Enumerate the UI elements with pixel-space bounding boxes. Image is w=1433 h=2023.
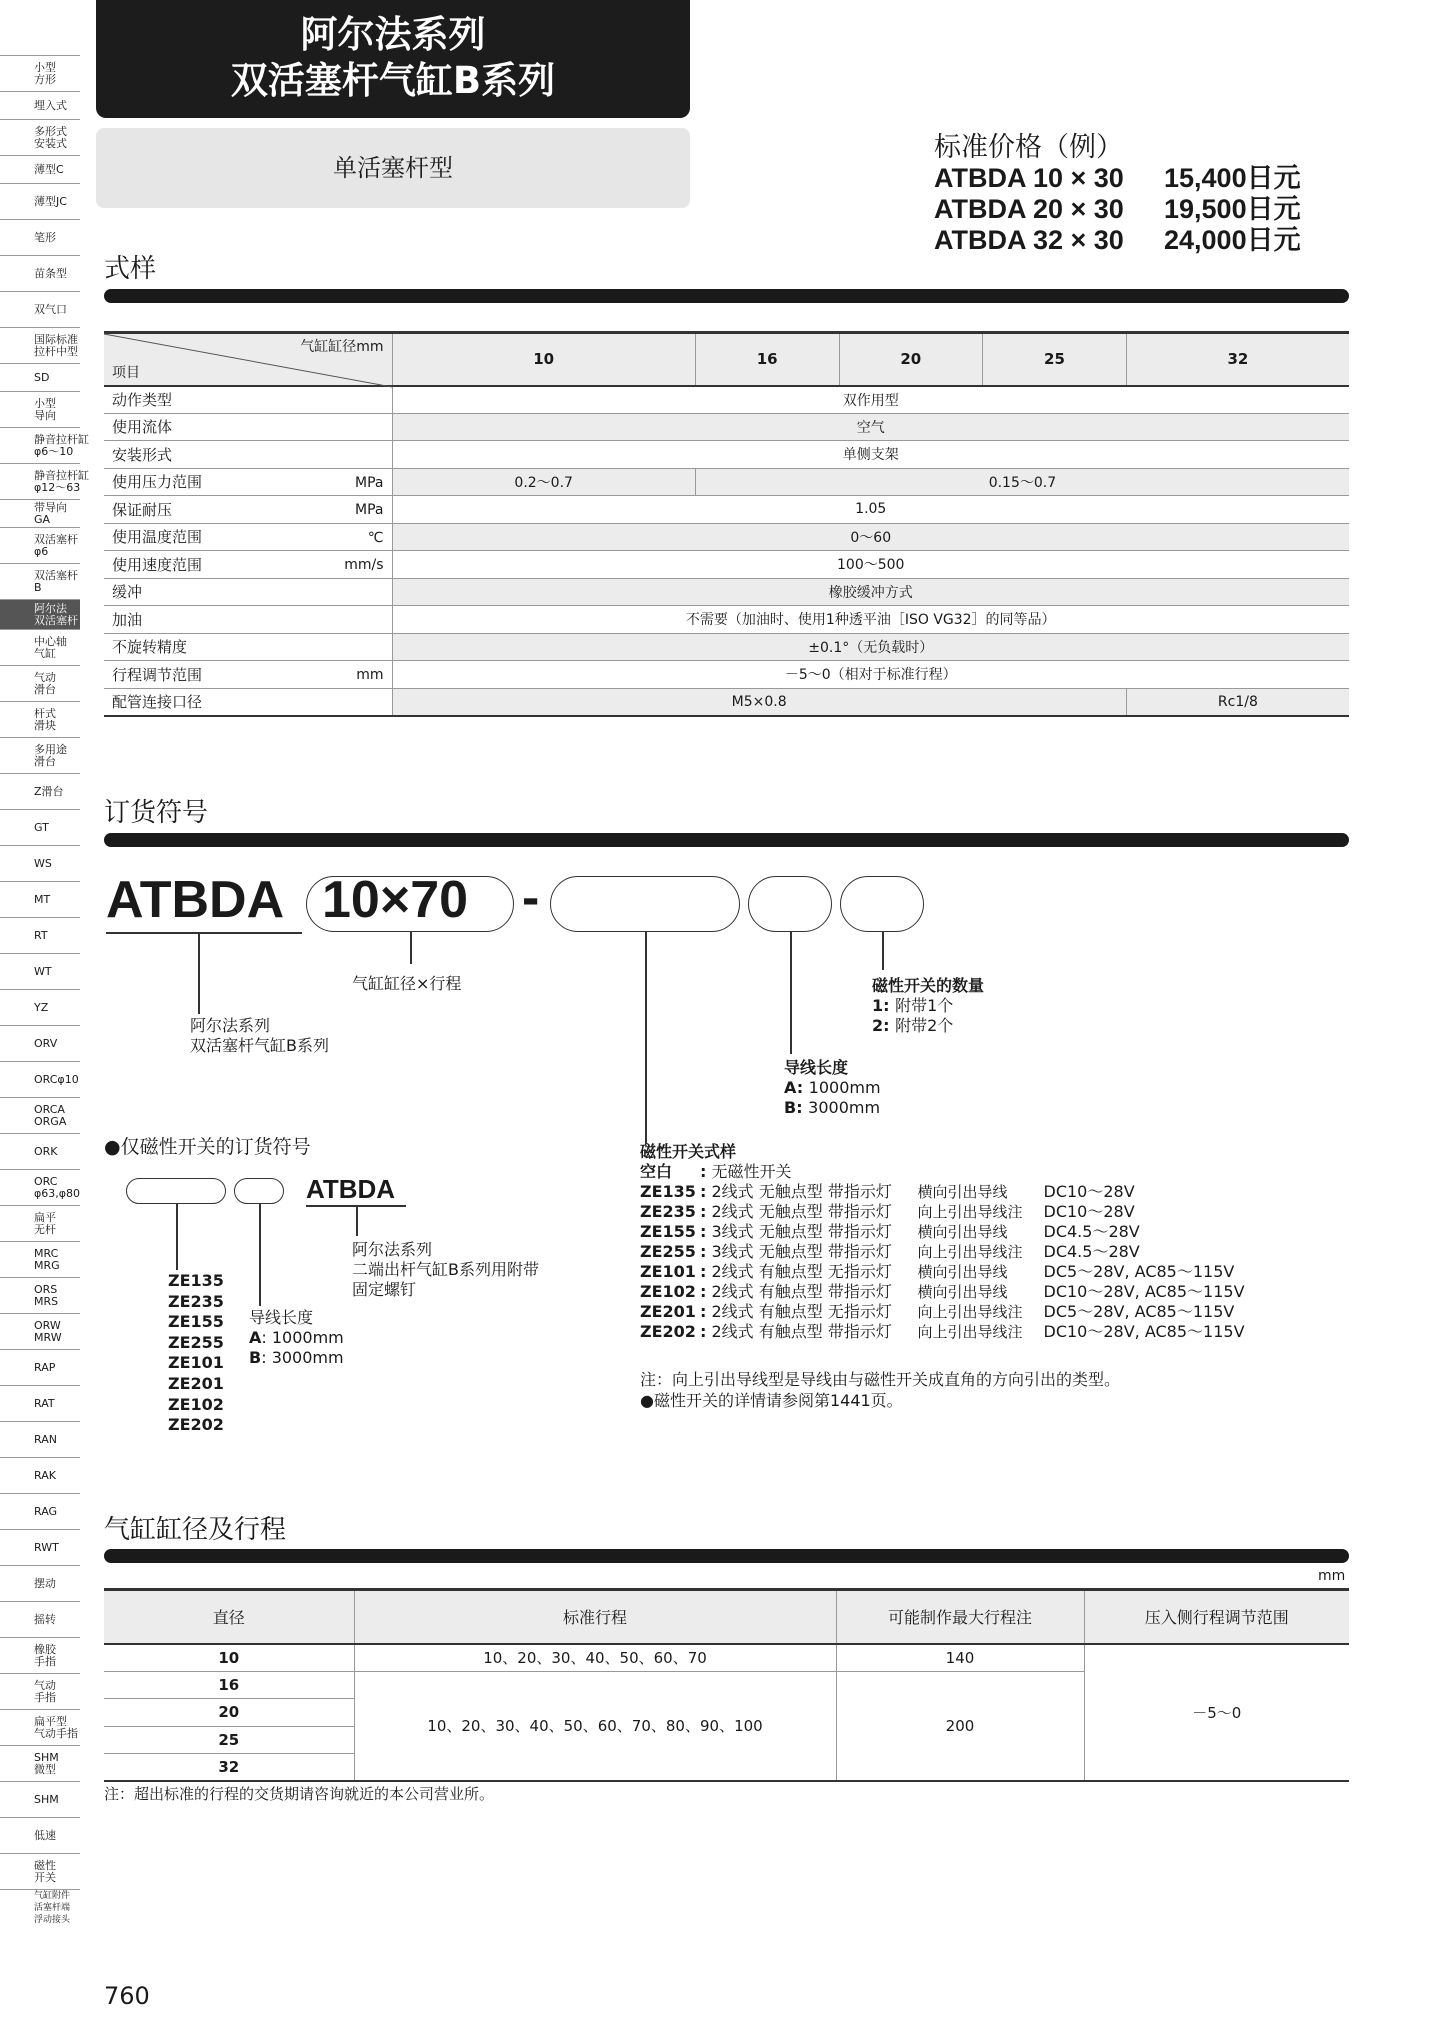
sidebar-item[interactable]: 扁平型 气动手指 (0, 1709, 80, 1745)
sidebar-item[interactable]: MT (0, 881, 80, 917)
sidebar-item[interactable]: 苗条型 (0, 255, 80, 291)
spec-value: 双作用型 (392, 386, 1349, 414)
sidebar-item[interactable]: 薄型JC (0, 183, 80, 219)
bore-standard-stroke: 10、20、30、40、50、60、70 (354, 1644, 836, 1672)
bore-diameter: 25 (104, 1726, 354, 1754)
section-bar (104, 1549, 1349, 1563)
sidebar-item[interactable]: WT (0, 953, 80, 989)
spec-value: 0.2～0.7 (392, 468, 695, 496)
spec-row-label: 行程调节范围 mm (104, 661, 392, 689)
sidebar-item[interactable]: SHM (0, 1781, 80, 1817)
order-section-title: 订货符号 (104, 798, 209, 828)
sidebar-item[interactable]: SD (0, 363, 80, 391)
order-dash: - (522, 869, 540, 927)
spec-row-label: 加油 (104, 606, 392, 634)
switch-only-title: ●仅磁性开关的订货符号 (104, 1136, 311, 1158)
sidebar-item[interactable]: 双活塞杆 φ6 (0, 527, 80, 563)
sidebar-item[interactable]: YZ (0, 989, 80, 1025)
spec-row-label: 使用温度范围 ℃ (104, 523, 392, 551)
bore-diameter: 16 (104, 1671, 354, 1699)
spec-row-label: 不旋转精度 (104, 633, 392, 661)
bore-max-stroke: 140 (836, 1644, 1084, 1672)
lead-length-legend: 导线长度 A: 1000mm B: 3000mm (784, 1058, 881, 1117)
spec-value: M5×0.8 (392, 688, 1126, 716)
spec-section-title: 式样 (104, 254, 157, 284)
spec-value: Rc1/8 (1126, 688, 1349, 716)
price-box (934, 132, 1334, 256)
sidebar-item[interactable]: RAK (0, 1457, 80, 1493)
switch-qty-slot (840, 876, 924, 932)
order-size-code: 10×70 (322, 871, 469, 929)
sidebar-item[interactable]: 双活塞杆 B (0, 563, 80, 599)
sidebar-item[interactable]: RT (0, 917, 80, 953)
sidebar-item[interactable]: MRC MRG (0, 1241, 80, 1277)
bore-stroke-table (104, 1588, 1349, 1782)
sidebar-item[interactable]: ORCφ10 (0, 1061, 80, 1097)
bore-header: 20 (839, 333, 983, 386)
sidebar-item[interactable]: 杆式 滑块 (0, 701, 80, 737)
sidebar-item[interactable]: RAG (0, 1493, 80, 1529)
spec-row-label: 缓冲 (104, 578, 392, 606)
bore-table-header: 可能制作最大行程注 (836, 1590, 1084, 1644)
switch-type-slot (550, 876, 740, 932)
sidebar-item[interactable]: ORC φ63,φ80 (0, 1169, 80, 1205)
spec-value: 0～60 (392, 523, 1349, 551)
sidebar (0, 55, 89, 1925)
spec-value: 不需要（加油时、使用1种透平油［ISO VG32］的同等品） (392, 606, 1349, 634)
bore-diameter: 32 (104, 1754, 354, 1782)
spec-row-label: 安装形式 (104, 441, 392, 469)
sidebar-item[interactable]: RAN (0, 1421, 80, 1457)
bore-note: 注：超出标准的行程的交货期请咨询就近的本公司营业所。 (104, 1785, 495, 1803)
spec-row-label: 使用压力范围 MPa (104, 468, 392, 496)
spec-value: 100～500 (392, 551, 1349, 579)
spec-row-label: 使用速度范围 mm/s (104, 551, 392, 579)
bore-adjust-range: －5～0 (1084, 1644, 1349, 1782)
switch-lead-slot (234, 1178, 284, 1204)
spec-value: 单侧支架 (392, 441, 1349, 469)
spec-row-label: 保证耐压 MPa (104, 496, 392, 524)
sidebar-item[interactable]: 薄型C (0, 155, 80, 183)
sidebar-item[interactable]: SHM 微型 (0, 1745, 80, 1781)
bore-diameter: 20 (104, 1699, 354, 1727)
price-row: ATBDA 32 × 30 24,000日元 (934, 225, 1301, 255)
sidebar-item[interactable]: 静音拉杆缸 φ12～63 (0, 463, 80, 499)
switch-only-desc: 阿尔法系列 二端出杆气缸B系列用附带 固定螺钉 (352, 1240, 539, 1299)
sidebar-item[interactable]: 气缸附件 活塞杆端 浮动接头 (0, 1889, 80, 1925)
sidebar-item[interactable]: 气动 手指 (0, 1673, 80, 1709)
sidebar-item[interactable]: 静音拉杆缸 φ6～10 (0, 427, 80, 463)
sidebar-item[interactable]: 多形式 安装式 (0, 119, 80, 155)
switch-code-slot (126, 1178, 226, 1204)
price-row: ATBDA 20 × 30 19,500日元 (934, 194, 1301, 224)
series-title: 阿尔法系列 (300, 13, 486, 56)
size-label: 气缸缸径×行程 (352, 974, 462, 993)
spec-value: 橡胶缓冲方式 (392, 578, 1349, 606)
spec-value: 1.05 (392, 496, 1349, 524)
sidebar-item[interactable]: WS (0, 845, 80, 881)
spec-value: ±0.1°（无负载时） (392, 633, 1349, 661)
bore-unit: mm (1318, 1568, 1346, 1584)
sidebar-item[interactable]: RAP (0, 1349, 80, 1385)
bore-table-header: 压入侧行程调节范围 (1084, 1590, 1349, 1644)
lead-length-slot (748, 876, 832, 932)
sidebar-item[interactable]: 埋入式 (0, 91, 80, 119)
switch-only-model: ATBDA (306, 1174, 396, 1204)
sidebar-item[interactable]: ORW MRW (0, 1313, 80, 1349)
sidebar-item[interactable]: 小型 方形 (0, 55, 80, 91)
sidebar-item[interactable]: 气动 滑台 (0, 665, 80, 701)
section-bar (104, 833, 1349, 847)
sidebar-item[interactable]: 小型 导向 (0, 391, 80, 427)
title-banner (96, 0, 690, 118)
product-title: 双活塞杆气缸B系列 (230, 59, 556, 102)
switch-type-legend: 磁性开关式样 空白 : 无磁性开关 ZE135 : 2线式 无触点型 带指示灯 横向引出导线 DC10～28V ZE235 : 2线式 无触点型 带指示灯 向上引出导线注 DC10～28V ZE155 : 3线式 无触点型 带指示灯 横向引出导线 DC4.5～28V ZE255 : 3线式 无触点型 带指示灯 向上引出导线注 DC4.5～28V ZE101 : 2线式 有触点型 无指示灯 横向引出导线 DC5～28V, AC85～115V ZE102 : 2线式 有触点型 带指示灯 横向引出导线 DC10～28V, AC85～115V ZE201 : 2线式 有触点型 无指示灯 向上引出导线注 DC5～28V, AC85～115V ZE202 : 2线式 有触点型 带指示灯 向上引出导线注 DC10～28V, AC85～115V (640, 1142, 1245, 1341)
switch-only-lead-legend: 导线长度 A: 1000mm B: 3000mm (249, 1308, 344, 1367)
sidebar-item[interactable]: ORS MRS (0, 1277, 80, 1313)
sidebar-item[interactable]: 中心轴 气缸 (0, 629, 80, 665)
spec-row-label: 动作类型 (104, 386, 392, 414)
bore-header: 32 (1126, 333, 1349, 386)
sidebar-item[interactable]: Z滑台 (0, 773, 80, 809)
sidebar-item[interactable]: 双气口 (0, 291, 80, 327)
sidebar-item[interactable]: 磁性 开关 (0, 1853, 80, 1889)
sidebar-item[interactable]: ORV (0, 1025, 80, 1061)
bore-section-title: 气缸缸径及行程 (104, 1515, 287, 1545)
table-corner: 气缸缸径mm 项目 (104, 333, 392, 386)
sidebar-item[interactable]: RWT (0, 1529, 80, 1565)
spec-row-label: 使用流体 (104, 413, 392, 441)
switch-only-codes: ZE135 ZE235 ZE155 ZE255 ZE101 ZE201 ZE102 ZE202 (168, 1271, 224, 1435)
switch-qty-legend: 磁性开关的数量 1: 附带1个 2: 附带2个 (872, 976, 985, 1035)
spec-value: －5～0（相对于标准行程） (392, 661, 1349, 689)
sidebar-item[interactable]: RAT (0, 1385, 80, 1421)
note-switch-page: ●磁性开关的详情请参阅第1441页。 (640, 1391, 903, 1410)
bore-header: 16 (695, 333, 839, 386)
sidebar-item[interactable]: ORK (0, 1133, 80, 1169)
spec-value: 0.15～0.7 (695, 468, 1349, 496)
bore-max-stroke: 200 (836, 1671, 1084, 1781)
price-row: ATBDA 10 × 30 15,400日元 (934, 163, 1301, 193)
bore-header: 10 (392, 333, 695, 386)
spec-row-label: 配管连接口径 (104, 688, 392, 716)
sidebar-item[interactable]: GT (0, 809, 80, 845)
sidebar-item[interactable]: 摆动 (0, 1565, 80, 1601)
order-model-code: ATBDA (106, 871, 285, 929)
sidebar-item[interactable]: 橡胶 手指 (0, 1637, 80, 1673)
sidebar-item[interactable]: 阿尔法 双活塞杆 (0, 599, 80, 629)
sidebar-item[interactable]: 摇转 (0, 1601, 80, 1637)
bore-standard-stroke: 10、20、30、40、50、60、70、80、90、100 (354, 1671, 836, 1781)
sidebar-item[interactable]: 低速 (0, 1817, 80, 1853)
section-bar (104, 289, 1349, 303)
bore-header: 25 (983, 333, 1127, 386)
series-label: 阿尔法系列 双活塞杆气缸B系列 (190, 1016, 329, 1055)
sidebar-item[interactable]: 国际标准 拉杆中型 (0, 327, 80, 363)
sidebar-item[interactable]: 带导向 GA (0, 499, 80, 527)
sidebar-item[interactable]: 笔形 (0, 219, 80, 255)
sidebar-item[interactable]: 扁平 无杆 (0, 1205, 80, 1241)
bore-diameter: 10 (104, 1644, 354, 1672)
spec-table (104, 331, 1349, 717)
price-title: 标准价格（例） (934, 132, 1123, 163)
sidebar-item[interactable]: 多用途 滑台 (0, 737, 80, 773)
sidebar-item[interactable]: ORCA ORGA (0, 1097, 80, 1133)
page-number: 760 (104, 1982, 150, 2010)
subtitle-banner: 单活塞杆型 (96, 128, 690, 208)
spec-value: 空气 (392, 413, 1349, 441)
bore-table-header: 直径 (104, 1590, 354, 1644)
bore-table-header: 标准行程 (354, 1590, 836, 1644)
note-up-lead: 注：向上引出导线型是导线由与磁性开关成直角的方向引出的类型。 (640, 1370, 1121, 1389)
